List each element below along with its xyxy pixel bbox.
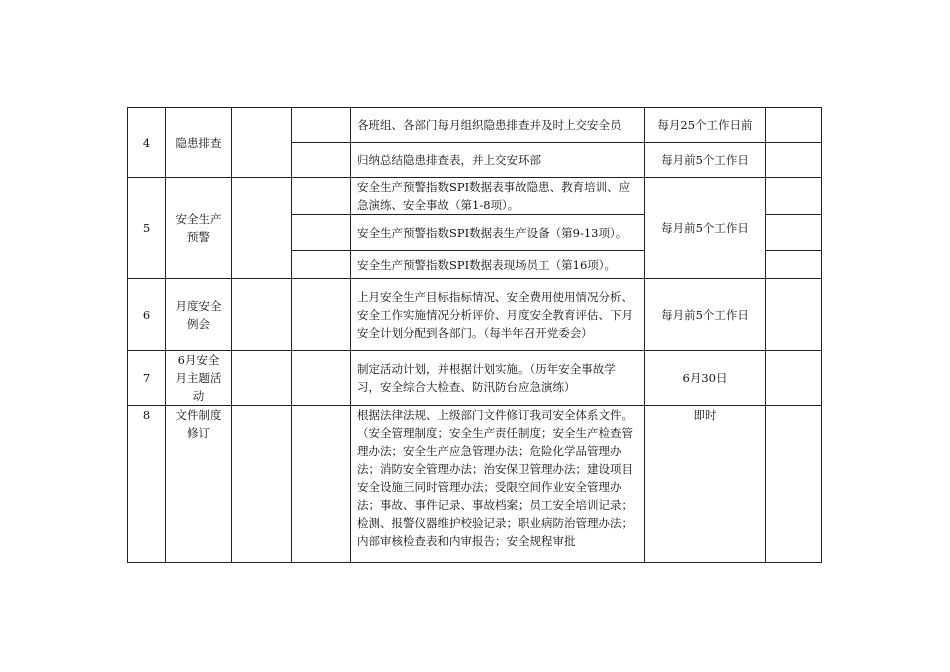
table-row bbox=[128, 351, 822, 406]
deadline-cell: 每月前5个工作日 bbox=[645, 143, 766, 178]
blank-cell bbox=[766, 251, 822, 279]
requirement-cell: 根据法律法规、上级部门文件修订我司安全体系文件。 （安全管理制度；安全生产责任制度；安全生产检查管理办法；安全生产应急管理办法；危险化学品管理办法；消防安全管理办法；治安保卫管理办法；建设项目安全设施三同时管理办法；受限空间作业安全管理办法；事故、事件记录、事故档案；员工安全培训记录；检测、报警仪器维护校验记录；职业病防治管理办法；内部审核检查表和内审报告；安全规程审批 bbox=[351, 406, 645, 563]
deadline-cell: 6月30日 bbox=[645, 351, 766, 406]
table-row bbox=[128, 178, 822, 215]
blank-cell bbox=[292, 143, 351, 178]
deadline-cell: 每月前5个工作日 bbox=[645, 178, 766, 279]
requirement-cell: 归纳总结隐患排查表，并上交安环部 bbox=[351, 143, 645, 178]
blank-cell bbox=[232, 351, 292, 406]
item-name: 6月安全 月主题活 动 bbox=[166, 351, 232, 406]
blank-cell bbox=[292, 108, 351, 143]
row-number: 8 bbox=[128, 406, 166, 563]
row-number: 5 bbox=[128, 178, 166, 279]
table-row bbox=[128, 108, 822, 143]
deadline-cell: 每月前5个工作日 bbox=[645, 279, 766, 351]
blank-cell bbox=[766, 351, 822, 406]
row-number: 7 bbox=[128, 351, 166, 406]
row-number: 6 bbox=[128, 279, 166, 351]
blank-cell bbox=[232, 406, 292, 563]
deadline-cell: 每月25个工作日前 bbox=[645, 108, 766, 143]
requirement-cell: 制定活动计划，并根据计划实施。（历年安全事故学习，安全综合大检查、防汛防台应急演练） bbox=[351, 351, 645, 406]
requirement-cell: 上月安全生产目标指标情况、安全费用使用情况分析、安全工作实施情况分析评价、月度安全教育评估、下月安全计划分配到各部门。（每半年召开党委会） bbox=[351, 279, 645, 351]
blank-cell bbox=[766, 279, 822, 351]
item-name: 文件制度 修订 bbox=[166, 406, 232, 563]
blank-cell bbox=[292, 406, 351, 563]
requirement-cell: 各班组、各部门每月组织隐患排查并及时上交安全员 bbox=[351, 108, 645, 143]
blank-cell bbox=[292, 215, 351, 251]
table-row bbox=[128, 279, 822, 351]
item-name: 安全生产 预警 bbox=[166, 178, 232, 279]
blank-cell bbox=[766, 143, 822, 178]
blank-cell bbox=[292, 279, 351, 351]
blank-cell bbox=[292, 251, 351, 279]
blank-cell bbox=[766, 108, 822, 143]
blank-cell bbox=[766, 215, 822, 251]
blank-cell bbox=[766, 406, 822, 563]
requirement-cell: 安全生产预警指数SPI数据表现场员工（第16项）。 bbox=[351, 251, 645, 279]
safety-plan-table bbox=[127, 107, 822, 563]
blank-cell bbox=[232, 178, 292, 279]
requirement-cell: 安全生产预警指数SPI数据表事故隐患、教育培训、应急演练、安全事故（第1-8项）。 bbox=[351, 178, 645, 215]
item-name: 月度安全 例会 bbox=[166, 279, 232, 351]
blank-cell bbox=[232, 279, 292, 351]
blank-cell bbox=[766, 178, 822, 215]
blank-cell bbox=[292, 178, 351, 215]
requirement-cell: 安全生产预警指数SPI数据表生产设备（第9-13项）。 bbox=[351, 215, 645, 251]
deadline-cell: 即时 bbox=[645, 406, 766, 563]
row-number: 4 bbox=[128, 108, 166, 178]
blank-cell bbox=[232, 108, 292, 178]
item-name: 隐患排查 bbox=[166, 108, 232, 178]
blank-cell bbox=[292, 351, 351, 406]
table-row bbox=[128, 406, 822, 563]
